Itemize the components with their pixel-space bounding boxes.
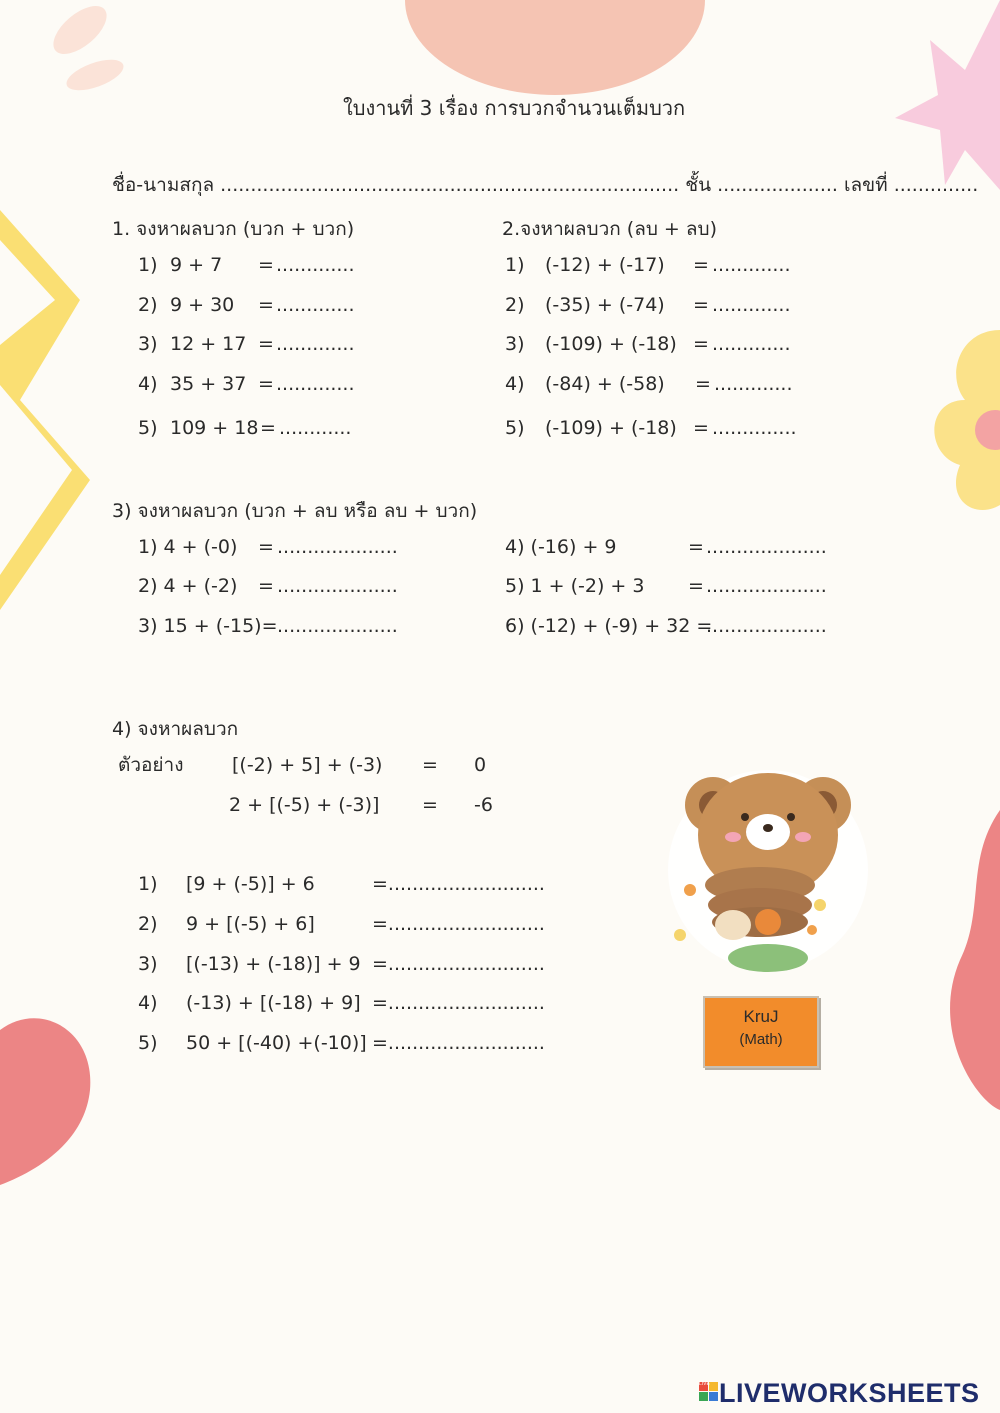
answer-field[interactable]: ............ bbox=[279, 417, 352, 439]
answer-field[interactable]: .................... bbox=[706, 575, 827, 597]
answer-field[interactable]: =.......................... bbox=[372, 873, 545, 895]
list-item: 3) bbox=[505, 333, 525, 355]
equals-sign: = bbox=[258, 373, 274, 395]
list-item: 5) bbox=[505, 417, 525, 439]
answer-field[interactable]: .............. bbox=[712, 417, 797, 439]
equals-sign: = bbox=[693, 294, 709, 316]
brand-wordmark bbox=[697, 1378, 980, 1409]
problem-expression: 12 + 17 bbox=[170, 333, 247, 355]
problem-expression: 3) 15 + (-15)= bbox=[138, 615, 278, 637]
answer-field[interactable]: =.......................... bbox=[372, 992, 545, 1014]
answer-field[interactable]: .................... bbox=[277, 615, 398, 637]
equals-sign: = bbox=[688, 536, 704, 558]
answer-field[interactable]: ............. bbox=[276, 254, 355, 276]
answer-field[interactable]: =.......................... bbox=[372, 1032, 545, 1054]
answer-field[interactable]: ............. bbox=[712, 294, 791, 316]
example-result: -6 bbox=[474, 794, 493, 816]
page-title: ใบงานที่ 3 เรื่อง การบวกจำนวนเต็มบวก bbox=[343, 96, 686, 120]
answer-field[interactable]: .................... bbox=[706, 615, 827, 637]
problem-expression: 1) 4 + (-0) bbox=[138, 536, 238, 558]
list-item: 4) bbox=[138, 992, 158, 1014]
number-label: เลขที่ bbox=[843, 174, 888, 196]
list-item: 4) bbox=[138, 373, 158, 395]
problem-expression: 9 + 30 bbox=[170, 294, 235, 316]
pink-blob-top bbox=[405, 0, 705, 95]
section3-heading: 3) จงหาผลบวก (บวก + ลบ หรือ ลบ + บวก) bbox=[112, 500, 478, 522]
problem-expression: (-109) + (-18) bbox=[545, 333, 677, 355]
yellow-zigzag-left bbox=[0, 210, 90, 610]
problem-expression: 50 + [(-40) +(-10)] bbox=[186, 1032, 367, 1054]
bear-illustration bbox=[668, 770, 868, 972]
equals-sign: = bbox=[258, 254, 274, 276]
list-item: 2) bbox=[505, 294, 525, 316]
name-label: ชื่อ-นามสกุล bbox=[112, 174, 215, 196]
number-field[interactable]: .............. bbox=[893, 174, 979, 196]
badge-line2: (Math) bbox=[739, 1031, 783, 1048]
list-item: 4) bbox=[505, 373, 525, 395]
problem-expression: (-13) + [(-18) + 9] bbox=[186, 992, 361, 1014]
equals-sign: = bbox=[693, 254, 709, 276]
list-item: 3) bbox=[138, 333, 158, 355]
equals-sign: = bbox=[258, 575, 274, 597]
problem-expression: 2) 4 + (-2) bbox=[138, 575, 238, 597]
answer-field[interactable]: ............. bbox=[276, 333, 355, 355]
answer-field[interactable]: ............. bbox=[712, 254, 791, 276]
answer-field[interactable]: =.......................... bbox=[372, 953, 545, 975]
equals-sign: = bbox=[693, 333, 709, 355]
equals-sign: = bbox=[258, 294, 274, 316]
problem-expression: [9 + (-5)] + 6 bbox=[186, 873, 315, 895]
equals-sign: = bbox=[688, 575, 704, 597]
example-result: 0 bbox=[474, 754, 487, 776]
problem-expression: 4) (-16) + 9 bbox=[505, 536, 617, 558]
student-info-line bbox=[112, 174, 978, 196]
section1-heading: 1. จงหาผลบวก (บวก + บวก) bbox=[112, 218, 355, 240]
answer-field[interactable]: .................... bbox=[277, 536, 398, 558]
example-equals: = bbox=[422, 754, 438, 776]
pink-star-top-right bbox=[895, 0, 1000, 190]
problem-expression: (-12) + (-17) bbox=[545, 254, 665, 276]
list-item: 5) bbox=[138, 417, 158, 439]
answer-field[interactable]: ............. bbox=[712, 333, 791, 355]
equals-sign: = bbox=[258, 333, 274, 355]
list-item: 3) bbox=[138, 953, 158, 975]
name-field[interactable]: ............................................................................ bbox=[220, 174, 680, 196]
badge-line1: KruJ bbox=[743, 1007, 779, 1026]
equals-sign: = bbox=[695, 373, 711, 395]
class-label: ชั้น bbox=[685, 174, 712, 196]
problem-expression: (-84) + (-58) bbox=[545, 373, 665, 395]
brand-prefix: LIVE bbox=[699, 1381, 710, 1387]
list-item: 2) bbox=[138, 294, 158, 316]
author-badge bbox=[703, 996, 819, 1068]
answer-field[interactable]: ............. bbox=[276, 294, 355, 316]
problem-expression: 6) (-12) + (-9) + 32 = bbox=[505, 615, 713, 637]
example-expression: [(-2) + 5] + (-3) bbox=[232, 754, 383, 776]
equals-sign: = bbox=[693, 417, 709, 439]
example-equals: = bbox=[422, 794, 438, 816]
problem-expression: [(-13) + (-18)] + 9 bbox=[186, 953, 361, 975]
example-label: ตัวอย่าง bbox=[118, 754, 184, 776]
problem-expression: (-109) + (-18) bbox=[545, 417, 677, 439]
equals-sign: = bbox=[260, 417, 276, 439]
example-expression: 2 + [(-5) + (-3)] bbox=[229, 794, 380, 816]
section4-heading: 4) จงหาผลบวก bbox=[112, 718, 239, 740]
problem-expression: 35 + 37 bbox=[170, 373, 247, 395]
list-item: 5) bbox=[138, 1032, 158, 1054]
list-item: 1) bbox=[138, 254, 158, 276]
heart-bottom-left bbox=[0, 1018, 90, 1185]
problem-expression: (-35) + (-74) bbox=[545, 294, 665, 316]
problem-expression: 109 + 18 bbox=[170, 417, 259, 439]
answer-field[interactable]: .................... bbox=[277, 575, 398, 597]
red-blob-right bbox=[950, 810, 1000, 1110]
problem-expression: 9 + [(-5) + 6] bbox=[186, 913, 315, 935]
list-item: 2) bbox=[138, 913, 158, 935]
problem-expression: 5) 1 + (-2) + 3 bbox=[505, 575, 645, 597]
list-item: 1) bbox=[138, 873, 158, 895]
answer-field[interactable]: =.......................... bbox=[372, 913, 545, 935]
brand-name: LIVEWORKSHEETS bbox=[719, 1378, 980, 1408]
section2-heading: 2.จงหาผลบวก (ลบ + ลบ) bbox=[502, 218, 718, 240]
problem-expression: 9 + 7 bbox=[170, 254, 223, 276]
list-item: 1) bbox=[505, 254, 525, 276]
equals-sign: = bbox=[258, 536, 274, 558]
answer-field[interactable]: .................... bbox=[706, 536, 827, 558]
leaf-top-left-2 bbox=[63, 53, 128, 96]
leaf-top-left-1 bbox=[45, 0, 115, 63]
class-field[interactable]: .................... bbox=[717, 174, 838, 196]
answer-field[interactable]: ............. bbox=[714, 373, 793, 395]
answer-field[interactable]: ............. bbox=[276, 373, 355, 395]
